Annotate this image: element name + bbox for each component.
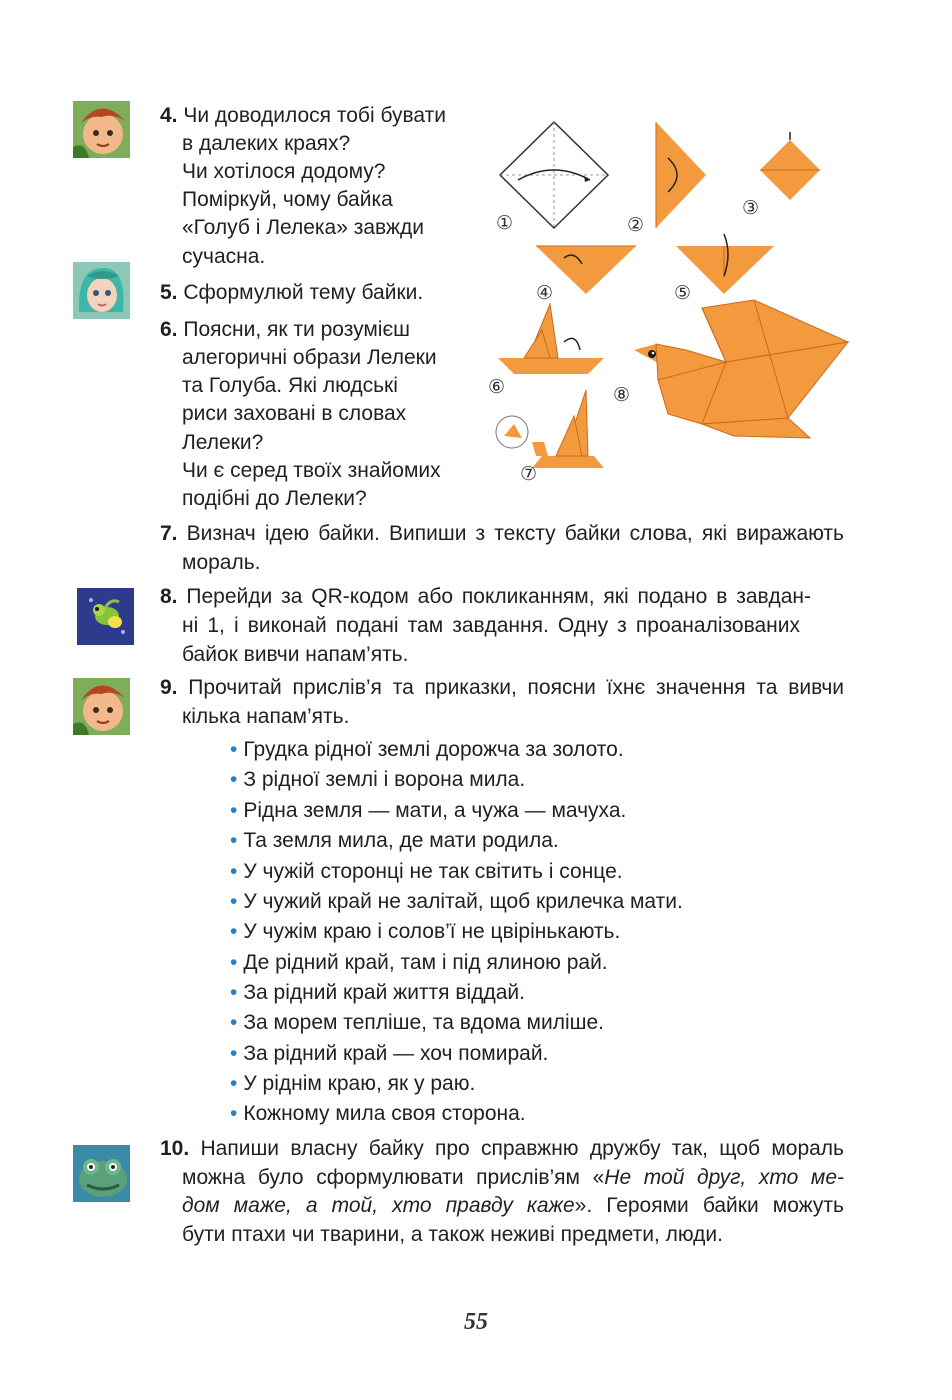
page-number: 55 [464,1309,488,1335]
task-5-text: Сформулюй тему байки. [183,281,424,304]
origami-pigeon-illustration [488,118,853,490]
step-marker-8: ⑧ [613,384,631,406]
proverb-text: З рідної землі і ворона мила. [243,768,526,791]
origami-step-8-pigeon [634,300,848,438]
bullet-icon: • [230,799,238,822]
bullet-icon: • [230,768,238,791]
step-marker-1: ① [496,212,514,234]
proverb-item [230,796,626,825]
proverb-item [230,978,525,1007]
proverb-item [230,765,525,794]
proverb-text: За рідний край — хоч помирай. [243,1042,549,1065]
proverb-item [230,1008,604,1037]
step-marker-3: ③ [742,197,760,219]
task-6-line-5: Лелеки? [182,431,264,454]
proverb-item [230,1099,526,1128]
origami-steps-svg [488,118,853,490]
origami-step-2 [656,122,706,228]
task-4-line-1 [160,101,446,130]
task-8-line-1 [160,582,811,611]
task-10-line-2 [182,1163,844,1192]
task-5 [160,278,423,307]
task-9-number: 9. [160,676,178,699]
task-8-number: 8. [160,585,178,608]
task-8-line-2: ні 1, і виконай подані там завдання. Одну з проаналізованих [182,614,800,637]
origami-step-6 [498,304,604,374]
proverb-item [230,917,620,946]
bullet-icon: • [230,738,238,761]
task-9-line-1 [160,673,844,702]
task-9-line-2: кілька напам’ять. [182,705,350,728]
task-10-quote-1: Не той друг, хто ме- [604,1166,844,1189]
step-marker-2: ② [627,214,645,236]
step-marker-5: ⑤ [674,282,692,304]
proverb-text: У чужий край не залітай, щоб крилечка мати. [243,890,683,913]
task-8-text-1: Перейди за QR-кодом або покликанням, які подано в завдан- [186,585,811,608]
origami-step-7 [496,390,604,468]
task-10-text-3: ». Героями байки можуть [574,1194,844,1217]
task-6-text-1: Поясни, як ти розумієш [183,318,411,341]
proverb-item [230,735,624,764]
task-10-text-1: Напиши власну байку про справжню дружбу так, щоб мораль [200,1137,844,1160]
boy-avatar-icon [73,101,130,158]
origami-step-1 [500,122,608,228]
task-7-number: 7. [160,522,178,545]
proverb-item [230,1039,548,1068]
step-marker-7: ⑦ [520,463,538,485]
task-6-line-2: алегоричні образи Лелеки [182,346,437,369]
bullet-icon: • [230,981,238,1004]
girl-avatar-icon [73,262,130,319]
task-9-text-1: Прочитай прислів’я та приказки, поясни їхнє значення та вивчи [188,676,844,699]
task-6-line-3: та Голуба. Які людські [182,374,398,397]
task-6-number: 6. [160,318,178,341]
task-10-line-4: бути птахи чи тварини, а також неживі предмети, люди. [182,1223,723,1246]
boy-avatar-icon-2 [73,678,130,735]
task-8-line-3: байок вивчи напам’ять. [182,643,409,666]
task-10-quote-2: дом маже, а той, хто правду каже [182,1194,575,1217]
proverb-text: У чужій сторонці не так світить і сонце. [243,860,623,883]
proverb-item [230,948,608,977]
bullet-icon: • [230,1011,238,1034]
bullet-icon: • [230,890,238,913]
proverb-text: За морем тепліше, та вдома миліше. [243,1011,604,1034]
bullet-icon: • [230,1072,238,1095]
proverb-item [230,826,559,855]
task-6-line-4: риси заховані в словах [182,402,407,425]
step-marker-4: ④ [536,282,554,304]
task-4-line-3: Чи хотілося додому? [182,160,386,183]
proverb-item [230,1069,475,1098]
task-4-line-4: Поміркуй, чому байка [182,188,393,211]
task-10-number: 10. [160,1137,190,1160]
task-6-line-7: подібні до Лелеки? [182,487,367,510]
task-10-line-1 [160,1134,844,1163]
task-4-line-2: в далеких краях? [182,132,351,155]
task-4-number: 4. [160,104,178,127]
proverb-text: Та земля мила, де мати родила. [243,829,559,852]
proverb-text: Грудка рідної землі дорожча за золото. [243,738,624,761]
proverb-text: За рідний край життя віддай. [243,981,525,1004]
task-4-text-1: Чи доводилося тобі бувати [183,104,446,127]
task-6-line-6: Чи є серед твоїх знайомих [182,459,441,482]
bullet-icon: • [230,1042,238,1065]
task-6-line-1 [160,315,410,344]
step-marker-6: ⑥ [488,376,506,398]
bullet-icon: • [230,951,238,974]
origami-step-3 [760,132,820,200]
task-5-number: 5. [160,281,178,304]
task-7-line-1 [160,519,844,548]
task-10-text-2: можна було сформулювати прислів’ям « [182,1166,605,1189]
proverb-text: У ріднім краю, як у раю. [243,1072,476,1095]
task-4-line-6: сучасна. [182,245,266,268]
task-4-line-5: «Голуб і Лелека» завжди [182,216,425,239]
firefly-avatar-icon [77,588,134,645]
task-10-line-3 [182,1191,844,1220]
task-7-text-1: Визнач ідею байки. Випиши з тексту байки слова, які виражають [186,522,844,545]
bullet-icon: • [230,1102,238,1125]
bullet-icon: • [230,829,238,852]
proverb-text: Рідна земля — мати, а чужа — мачуха. [243,799,627,822]
proverb-text: Де рідний край, там і під ялиною рай. [243,951,608,974]
proverb-item [230,857,623,886]
bullet-icon: • [230,860,238,883]
proverb-item [230,887,683,916]
bullet-icon: • [230,920,238,943]
frog-avatar-icon [73,1145,130,1202]
task-7-line-2: мораль. [182,551,261,574]
proverb-text: Кожному мила своя сторона. [243,1102,526,1125]
proverb-text: У чужім краю і солов’ї не цвірінькають. [243,920,621,943]
